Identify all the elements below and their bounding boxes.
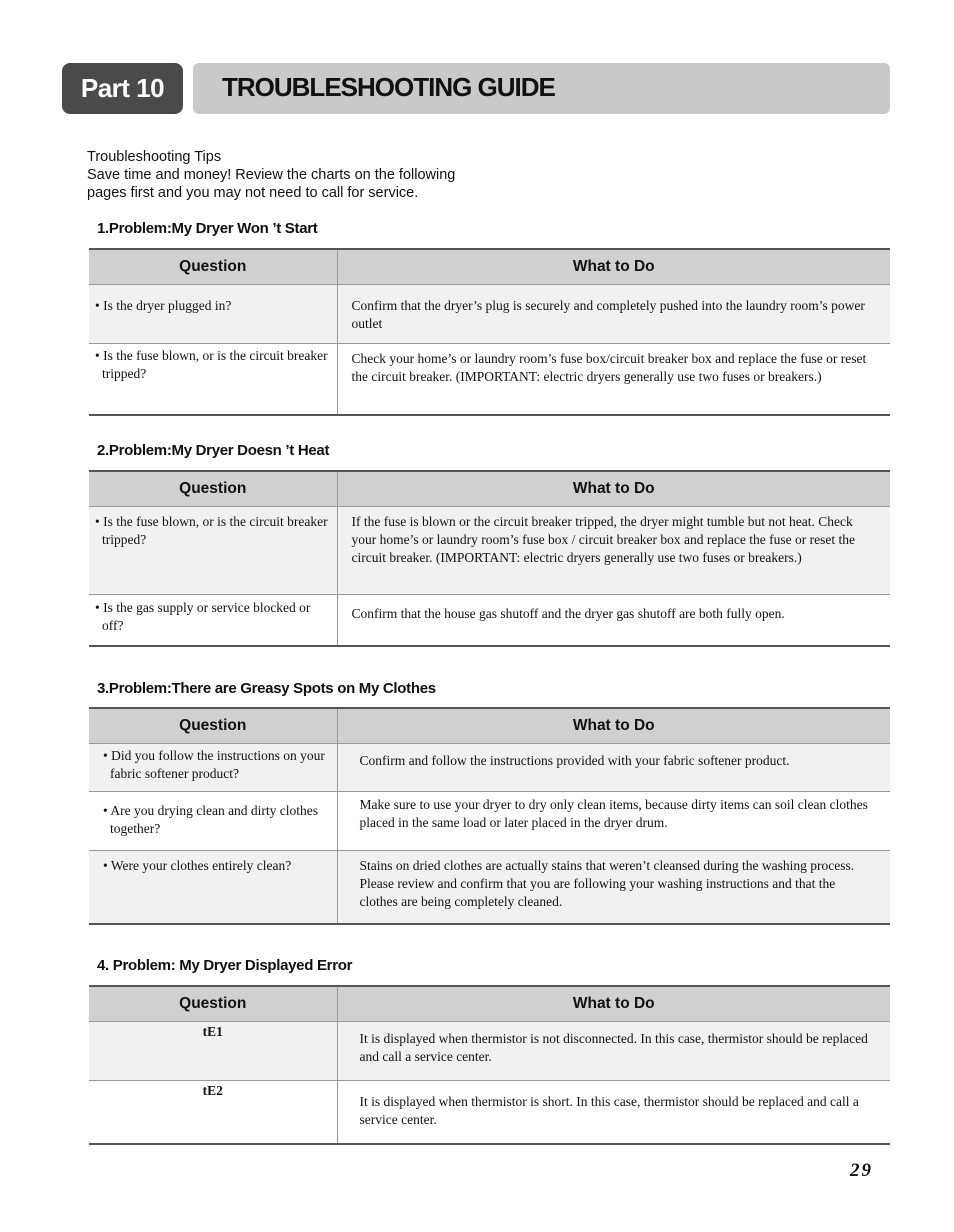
question-cell: • Are you drying clean and dirty clothes together? [89,792,337,851]
column-header-question: Question [89,471,337,507]
answer-cell: It is displayed when thermistor is short. In this case, thermistor should be replaced and call a service center. [337,1081,890,1144]
column-header-what-to-do: What to Do [337,986,890,1022]
question-cell: • Did you follow the instructions on your fabric softener product? [89,744,337,792]
table-header-row [89,249,890,285]
table-row [89,851,890,924]
section-title: 1.Problem:My Dryer Won ’t Start [97,220,318,237]
table-row [89,1081,890,1144]
table-row [89,792,890,851]
answer-cell: If the fuse is blown or the circuit breaker tripped, the dryer might tumble but not heat. Check your home’s or laundry room’s fuse box / circuit breaker box and replace the fuse or reset the circuit breaker. (IMPORTANT: electric dryers generally use two fuses or breakers.) [337,507,890,595]
table-header-row [89,471,890,507]
table-row [89,344,890,415]
page-title-bar [193,63,890,114]
answer-cell: Check your home’s or laundry room’s fuse box/circuit breaker box and replace the fuse or reset the circuit breaker. (IMPORTANT: electric dryers generally use two fuses or breakers.) [337,344,890,415]
section-title: 3.Problem:There are Greasy Spots on My Clothes [97,680,436,697]
section-title: 4. Problem: My Dryer Displayed Error [97,957,353,974]
column-header-what-to-do: What to Do [337,708,890,744]
answer-cell: Stains on dried clothes are actually stains that weren’t cleansed during the washing process. Please review and confirm that you are following your washing instructions and that the clothes are being completely cleaned. [337,851,890,924]
troubleshooting-table [89,248,890,416]
answer-cell: Confirm and follow the instructions provided with your fabric softener product. [337,744,890,792]
table-row [89,595,890,646]
column-header-what-to-do: What to Do [337,249,890,285]
section-title: 2.Problem:My Dryer Doesn ’t Heat [97,442,330,459]
answer-cell: Confirm that the dryer’s plug is securely and completely pushed into the laundry room’s power outlet [337,285,890,344]
intro-heading: Troubleshooting Tips [87,149,222,165]
troubleshooting-table [89,707,890,925]
intro-text [87,148,487,202]
question-cell: • Is the fuse blown, or is the circuit breaker tripped? [89,507,337,595]
error-code-cell: tE2 [89,1081,337,1144]
column-header-question: Question [89,708,337,744]
table-row [89,507,890,595]
table-header-row [89,986,890,1022]
table-header-row [89,708,890,744]
intro-line: Save time and money! Review the charts on the following [87,167,456,183]
part-badge: Part 10 [62,63,183,114]
error-code-cell: tE1 [89,1022,337,1081]
question-cell: • Is the gas supply or service blocked or off? [89,595,337,646]
intro-line: pages first and you may not need to call for service. [87,185,419,201]
column-header-question: Question [89,249,337,285]
question-cell: • Is the fuse blown, or is the circuit breaker tripped? [89,344,337,415]
question-cell: • Were your clothes entirely clean? [89,851,337,924]
troubleshooting-table [89,470,890,647]
column-header-what-to-do: What to Do [337,471,890,507]
page-title: TROUBLESHOOTING GUIDE [222,72,555,102]
answer-cell: Make sure to use your dryer to dry only clean items, because dirty items can soil clean clothes placed in the same load or later placed in the dryer drum. [337,792,890,851]
question-cell: • Is the dryer plugged in? [89,285,337,344]
table-row [89,1022,890,1081]
troubleshooting-table [89,985,890,1145]
column-header-question: Question [89,986,337,1022]
table-row [89,285,890,344]
table-row [89,744,890,792]
answer-cell: It is displayed when thermistor is not disconnected. In this case, thermistor should be replaced and call a service center. [337,1022,890,1081]
page-number: 29 [850,1160,873,1181]
answer-cell: Confirm that the house gas shutoff and the dryer gas shutoff are both fully open. [337,595,890,646]
